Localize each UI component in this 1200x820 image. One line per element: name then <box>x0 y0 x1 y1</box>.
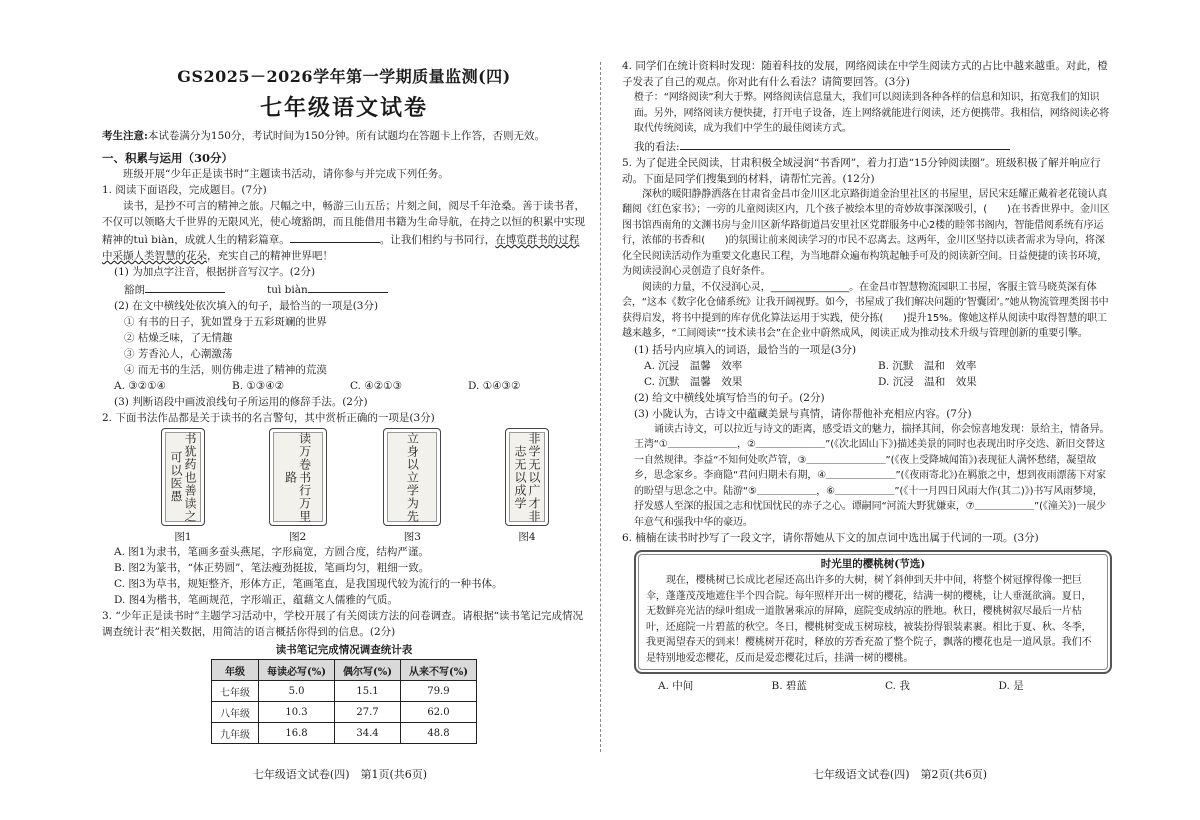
q2-option-a[interactable]: A. 图1为隶书，笔画多蚕头燕尾，字形扁宽，方圆合度，结构严谨。 <box>114 546 429 558</box>
q1-word2: tuì biàn <box>267 284 308 296</box>
right-page-footer: 七年级语文试卷(四) 第2页(共6页) <box>812 768 988 781</box>
notice-label: 考生注意: <box>102 130 148 142</box>
q1-word2-blank <box>308 280 388 293</box>
q1-option-a[interactable]: A. ③②①④ <box>114 380 166 392</box>
table-row <box>212 723 477 744</box>
q4-stem: 4. 同学们在统计资料时发现：随着科技的发展，网络阅读在中学生阅读方式的占比中越来越重。对此，橙子发表了自己的观点。你对此有什么看法？请简要回答。(3分) <box>622 60 1108 88</box>
q1-line-3: ③ 芳香沁人，心潮激荡 <box>124 348 233 360</box>
table-header-cell: 偶尔写(%) <box>335 660 401 681</box>
q4-answer-row <box>622 137 1112 155</box>
q1-blank <box>290 230 380 243</box>
table-header-cell: 从来不写(%) <box>400 660 476 681</box>
q1-word-row <box>102 280 586 298</box>
table-cell: 10.3 <box>259 702 335 723</box>
q6-option-d[interactable]: D. 是 <box>998 680 1024 692</box>
table-cell: 27.7 <box>335 702 401 723</box>
q5-options-row-2 <box>622 374 1112 390</box>
calligraphy-2-caption: 图2 <box>289 531 307 543</box>
table-row <box>212 681 477 702</box>
q1-wavy-sentence: 在博览群书的过程中采撷人类智慧的花朵 <box>102 234 580 262</box>
q1-line-4: ④ 而无书的生活，则仿佛走进了精神的荒漠 <box>124 364 327 376</box>
subject-title: 七年级语文试卷 <box>259 95 428 121</box>
q1-stem: 1. 阅读下面语段，完成题目。(7分) <box>102 184 267 196</box>
q2-stem: 2. 下面书法作品都是关于读书的名言警句，其中赏析正确的一项是(3分) <box>102 412 435 424</box>
exam-notice <box>102 128 586 144</box>
q3-stat-table <box>211 659 477 744</box>
table-cell: 79.9 <box>400 681 476 702</box>
q6-option-b[interactable]: B. 碧蓝 <box>771 680 807 692</box>
q2-option-c[interactable]: C. 图3为草书，规矩整齐，形体方正，笔画笔直，是我国现代较为流行的一种书体。 <box>114 578 503 590</box>
calligraphy-3-caption: 图3 <box>403 531 421 543</box>
q1-sub2: (2) 在文中横线处依次填入的句子，最恰当的一项是(3分) <box>114 300 379 312</box>
left-page-footer: 七年级语文试卷(四) 第1页(共6页) <box>252 768 428 781</box>
q6-option-c[interactable]: C. 我 <box>885 680 910 692</box>
section-1-heading: 一、积累与运用（30分） <box>102 151 234 165</box>
calligraphy-1-caption: 图1 <box>174 531 192 543</box>
q1-line-2: ② 枯燥乏味，了无情趣 <box>124 332 233 344</box>
calligraphy-row <box>102 426 586 544</box>
q1-sub1: (1) 为加点字注音，根据拼音写汉字。(2分) <box>114 266 316 278</box>
q5-poem-para: 诵读古诗文，可以拉近与诗文的距离，感受语文的魅力，揣择其间，你会惊喜地发现：景给主，情备异。王湾“①＿＿＿＿＿＿＿，②＿＿＿＿＿＿＿”(《次北固山下》)描述美景的同时也表现出时序交迭、新旧交替这一自然规律。李益“不知何处吹芦管，③＿＿＿＿＿＿＿＿”(《夜上受降城闻笛》)表现征人满怀愁绪，凝望故乡，思念家乡。李商隐“君问归期未有期，④＿＿＿＿＿＿＿”(《夜雨寄北》)在羁旅之中，想到夜雨漂荡下对家的盼望与思念之中。陆游“⑤＿＿＿＿＿＿，⑥＿＿＿＿＿＿”(《十一月四日风雨大作(其二)》)书写风雨梦境，抒发感人至深的报国之志和忧国忧民的赤子之心。谭嗣同“河流大野犹嫌束，⑦＿＿＿＿＿＿”(《潼关》)一展少年意气和强我中华的豪迈。 <box>634 423 1110 528</box>
calligraphy-4-text: 非学无以广才非志无以成学 <box>512 431 541 523</box>
table-row <box>212 702 477 723</box>
q2-option-d[interactable]: D. 图4为楷书，笔画规范，字形端正，蕴藉文人儒雅的气质。 <box>114 594 398 606</box>
table-cell: 48.8 <box>400 723 476 744</box>
calligraphy-4 <box>498 428 556 544</box>
q6-box-text: 现在，樱桃树已长成比老屋还高出许多的大树，树丫斜伸到天井中间，将整个树冠撑得像一把巨伞，蓬蓬茂茂地遮住半个四合院。每年照样开出一树的樱花，结满一树的樱桃，让人垂涎欲滴。夏日，无数鲜亮光洁的绿叶组成一道散暑乘凉的屏障，庭院变成纳凉的胜地。秋日，樱桃树叙尽最后一片枯叶，还庭院一片碧蓝的秋空。冬日，樱桃树变成玉树琼枝，被装扮得银装素裹。相比于夏、秋、冬季，我更渴望春天的到来！樱桃树开花时，释放的芳香充盈了整个院子，飘落的樱花也是一道风景。我们不是特别地爱恋樱花，反而是爱恋樱花过后，挂满一树的樱桃。 <box>646 575 1092 664</box>
calligraphy-2-text: 读万卷书行万里路 <box>283 431 312 523</box>
q1-word1: 豁朗 <box>124 284 145 296</box>
calligraphy-3 <box>383 428 441 544</box>
q1-option-b[interactable]: B. ①③④② <box>232 380 285 392</box>
q1-options <box>102 378 586 394</box>
q4-answer-blank[interactable] <box>680 137 1010 150</box>
notice-text: 本试卷满分为150分，考试时间为150分钟。所有试题均在答题卡上作答，否则无效。 <box>147 130 545 142</box>
calligraphy-4-caption: 图4 <box>518 531 536 543</box>
q1-line-1: ① 有书的日子，犹如置身于五彩斑斓的世界 <box>124 316 327 328</box>
q2-option-b[interactable]: B. 图2为篆书，“体正势圆”，笔法瘦劲挺拔，笔画均匀，粗细一致。 <box>114 562 430 574</box>
q6-stem: 6. 楠楠在读书时抄写了一段文字，请你帮她从下文的加点词中选出属于代词的一项。(3分) <box>622 532 1039 544</box>
q1-option-c[interactable]: C. ④②①③ <box>350 380 402 392</box>
table-cell: 62.0 <box>400 702 476 723</box>
q1-sub3: (3) 判断语段中画波浪线句子所运用的修辞手法。(2分) <box>114 396 368 408</box>
table-cell: 15.1 <box>335 681 401 702</box>
calligraphy-3-text: 立身以立学为先 <box>405 431 420 523</box>
q1-passage <box>102 198 586 264</box>
exam-title: GS2025－2026学年第一学期质量监测(四) <box>177 67 511 86</box>
q3-table-title: 读书笔记完成情况调查统计表 <box>275 644 413 656</box>
q5-option-a[interactable]: A. 沉浸 温馨 效率 <box>644 359 743 372</box>
q5-sub1: (1) 括号内应填入的词语，最恰当的一项是(3分) <box>634 343 857 356</box>
q1-option-d[interactable]: D. ①④③② <box>468 380 521 392</box>
q5-sub2: (2) 给文中横线处填写恰当的句子。(2分) <box>634 391 825 404</box>
q5-options-row-1 <box>622 358 1112 374</box>
table-cell: 5.0 <box>259 681 335 702</box>
q5-stem: 5. 为了促进全民阅读，甘肃积极全域浸润“书香网”，着力打造“15分钟阅读圈”。班级积极了解并响应行动。下面是同学们搜集到的材料，请帮忙完善。(12分) <box>622 156 1101 185</box>
q1-passage-1: 读书，是抄不可言的精神之旅。尺幅之中，畅游三山五岳；片刻之间，阅尽千年沧桑。善于读书者，不仅可以领略大千世界的无限风光，使心境豁朗，而且能借用书籍为生命导航，在持之以恒的积累中实现精神的tuì biàn，成就人生的精彩篇章。 <box>102 200 585 246</box>
q1-passage-2: 。让我们相约与书同行， <box>379 234 496 246</box>
q5-option-c[interactable]: C. 沉默 温馨 效果 <box>644 375 743 388</box>
q5-para-2: 阅读的力量，不仅浸润心灵，________________。在金昌市智慧物流园职工书屋，客服主管马晓英深有体会，“这本《数字化仓储系统》让我开阔视野。如今，书屋成了我们解决问题的‘智囊团’。”她从物流管理类图书中获得启发，将书中提到的库存优化算法运用于实践，使分拣( )提升15%。像她这样从阅读中取得智慧的职工越来越多，“工间阅读”“技术读书会”在企业中蔚然成风，阅读正成为推动技术升级与管理创新的重要引擎。 <box>622 281 1109 339</box>
calligraphy-1 <box>154 428 212 544</box>
table-header-cell: 年级 <box>212 660 259 681</box>
q5-sub3: (3) 小陇认为，古诗文中蕴藏美景与真情，请你帮他补充相应内容。(7分) <box>634 407 972 420</box>
q1-passage-3: ，充实自己的精神世界吧！ <box>207 250 333 262</box>
table-cell: 八年级 <box>212 702 259 723</box>
section-intro: 班级开展“少年正是读书时”主题读书活动，请你参与并完成下列任务。 <box>123 168 449 180</box>
right-page <box>600 0 1200 820</box>
q4-view: 橙子：“网络阅读”利大于弊。网络阅读信息量大，我们可以阅读到各种各样的信息和知识，拓宽我们的知识面。另外，网络阅读方便快捷，打开电子设备，连上网络就能进行阅读，还方便携带。我相信，网络阅读必将取代传统阅读，成为我们中学生的最佳阅读方式。 <box>634 92 1110 134</box>
table-cell: 七年级 <box>212 681 259 702</box>
table-header-cell: 每读必写(%) <box>259 660 335 681</box>
q6-options <box>622 678 1112 694</box>
table-header-row <box>212 660 477 681</box>
q5-option-d[interactable]: D. 沉浸 温和 效果 <box>878 375 977 388</box>
table-cell: 16.8 <box>259 723 335 744</box>
q6-option-a[interactable]: A. 中间 <box>658 680 694 692</box>
q4-answer-label: 我的看法: <box>634 140 680 153</box>
table-cell: 九年级 <box>212 723 259 744</box>
q5-option-b[interactable]: B. 沉默 温和 效率 <box>878 359 977 372</box>
q6-box-title: 时光里的樱桃树(节选) <box>820 558 926 570</box>
calligraphy-1-text: 书犹药也善读之可以医愚 <box>169 431 197 523</box>
calligraphy-2 <box>269 428 327 544</box>
q1-word1-blank <box>145 280 225 293</box>
q5-para-1: 深秋的暖阳静静洒落在甘肃省金昌市金川区北京路街道金治里社区的书屋里，居民宋廷耀正戴着老花镜认真翻阅《红色家书》；一旁的儿童阅读区内，几个孩子被绘本里的奇妙故事深深吸引，( )在书香世界中。金川区图书馆西南角的文渊书房与金川区新华路街道昌安里社区党群服务中心2楼的睦邻书阁内，智能借阅系统有序运行，浓郁的书香和( )的氛围让前来阅读学习的市民不忍离去。这两年，金川区坚持以读者需求为导向，将深化全民阅读活动作为重要文化惠民工程，为当地群众遍布构筑起触手可及的阅读新空间。日益便捷的读书环境，为阅读浸润心灵创造了良好条件。 <box>622 188 1110 277</box>
q6-text-box <box>634 550 1112 674</box>
table-cell: 34.4 <box>335 723 401 744</box>
q3-stem: 3. “少年正是读书时”主题学习活动中，学校开展了有关阅读方法的问卷调查。请根据“读书笔记完成情况调查统计表”相关数据，用简洁的语言概括你得到的信息。(2分) <box>102 610 583 638</box>
